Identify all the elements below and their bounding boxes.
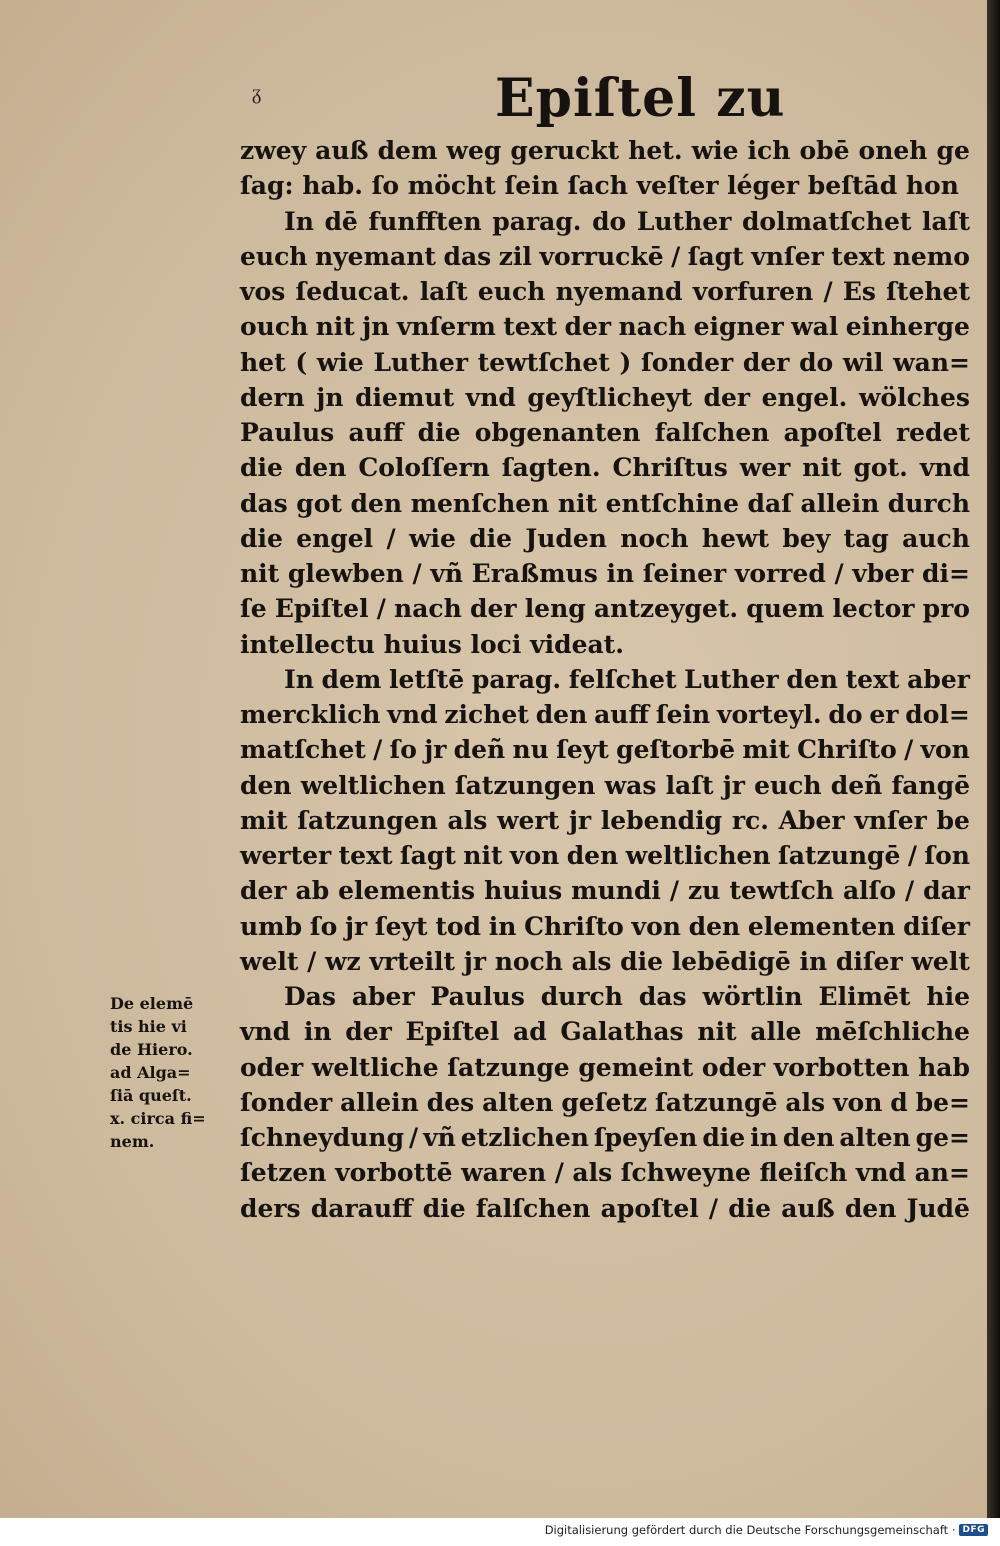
text-line: het ( wie Luther tewtſchet ) ſonder der do wil wan=: [240, 347, 970, 377]
running-head: Epiſtel zu: [495, 68, 786, 129]
text-line: das got den menſchen nit entſchine daſ allein durch: [240, 488, 970, 518]
text-line: oder weltliche ſatzunge gemeint oder vorbotten hab: [240, 1052, 970, 1082]
text-line: die den Coloſſern ſagten. Chriſtus wer nit got. vnd: [240, 453, 970, 483]
marginal-note-line: x. circa fi=: [110, 1109, 206, 1128]
text-line: ſonder allein des alten geſetz ſatzungē als von d be=: [240, 1087, 970, 1117]
marginal-note: [110, 992, 232, 1153]
signature-mark: ᵹ: [252, 80, 262, 104]
text-line: nit glewben / vñ Eraßmus in ſeiner vorred / vber di=: [240, 559, 970, 588]
marginal-note-line: nem.: [110, 1132, 155, 1151]
text-line: mercklich vnd zichet den auff ſein vorteyl. do er dol=: [240, 700, 970, 729]
text-line: umb ſo jr ſeyt tod in Chriſto von den elementen diſer: [240, 911, 970, 941]
dfg-logo: DFG: [959, 1524, 988, 1536]
text-line: mit ſatzungen als wert jr lebendig rc. Aber vnſer be: [240, 805, 970, 835]
text-line: vos ſeducat. laſt euch nyemand vorfuren / Es ſtehet: [240, 277, 970, 306]
text-line: Paulus auff die obgenanten falſchen apoſtel redet: [240, 418, 970, 447]
text-line: In dē funfften parag. do Luther dolmatſchet laſt: [284, 206, 970, 236]
text-line: ſag: hab. ſo möcht ſein ſach veſter léger beſtād hon: [240, 171, 959, 201]
marginal-note-line: De elemē: [110, 994, 194, 1013]
funding-notice: [545, 1523, 988, 1537]
text-line: dern jn diemut vnd geyſtlicheyt der engel. wölches: [240, 382, 970, 412]
text-line: zwey auß dem weg geruckt het. wie ich obē oneh ge: [240, 136, 970, 165]
text-line: ouch nit jn vnſerm text der nach eigner wal einherge: [240, 312, 970, 342]
text-line: intellectu huius loci videat.: [240, 629, 624, 659]
footer-bar: [0, 1518, 1000, 1546]
text-line: matſchet / ſo jr deñ nu ſeyt geſtorbē mit Chriſto / von: [240, 735, 970, 765]
text-line: welt / wz vrteilt jr noch als die lebēdigē in diſer welt: [240, 946, 970, 976]
marginal-note-line: ad Alga=: [110, 1063, 191, 1082]
text-line: werter text ſagt nit von den weltlichen ſatzungē / ſon: [240, 841, 970, 870]
text-line: ders darauff die falſchen apoſtel / die auß den Judē: [240, 1193, 970, 1223]
text-line: ſetzen vorbottē waren / als ſchweyne fleiſch vnd an=: [240, 1158, 970, 1188]
text-line: den weltlichen ſatzungen was laſt jr euch deñ fangē: [240, 770, 970, 800]
text-line: vnd in der Epiſtel ad Galathas nit alle mēſchliche: [240, 1017, 970, 1047]
text-line: ſchneydung / vñ etzlichen ſpeyſen die in den alten ge=: [240, 1123, 970, 1152]
marginal-note-line: de Hiero.: [110, 1040, 193, 1059]
text-line: ſe Epiſtel / nach der leng antzeyget. quem lector pro: [240, 594, 970, 624]
body-text: [240, 133, 970, 1226]
page-edge-shadow: [987, 0, 1000, 1518]
marginal-note-line: ſiā queſt.: [110, 1086, 192, 1105]
marginal-note-line: tis hie vi: [110, 1017, 187, 1036]
text-line: Das aber Paulus durch das wörtlin Elimēt hie: [284, 982, 970, 1011]
text-line: die engel / wie die Juden noch hewt bey tag auch: [240, 523, 970, 553]
text-line: der ab elementis huius mundi / zu tewtſch alſo / dar: [240, 876, 970, 906]
text-line: In dem letſtē parag. felſchet Luther den text aber: [284, 664, 970, 694]
funding-notice-text: Digitalisierung gefördert durch die Deutsche Forschungsgemeinschaft ·: [544, 1523, 956, 1537]
text-line: euch nyemant das zil vorruckē / ſagt vnſer text nemo: [240, 241, 970, 271]
